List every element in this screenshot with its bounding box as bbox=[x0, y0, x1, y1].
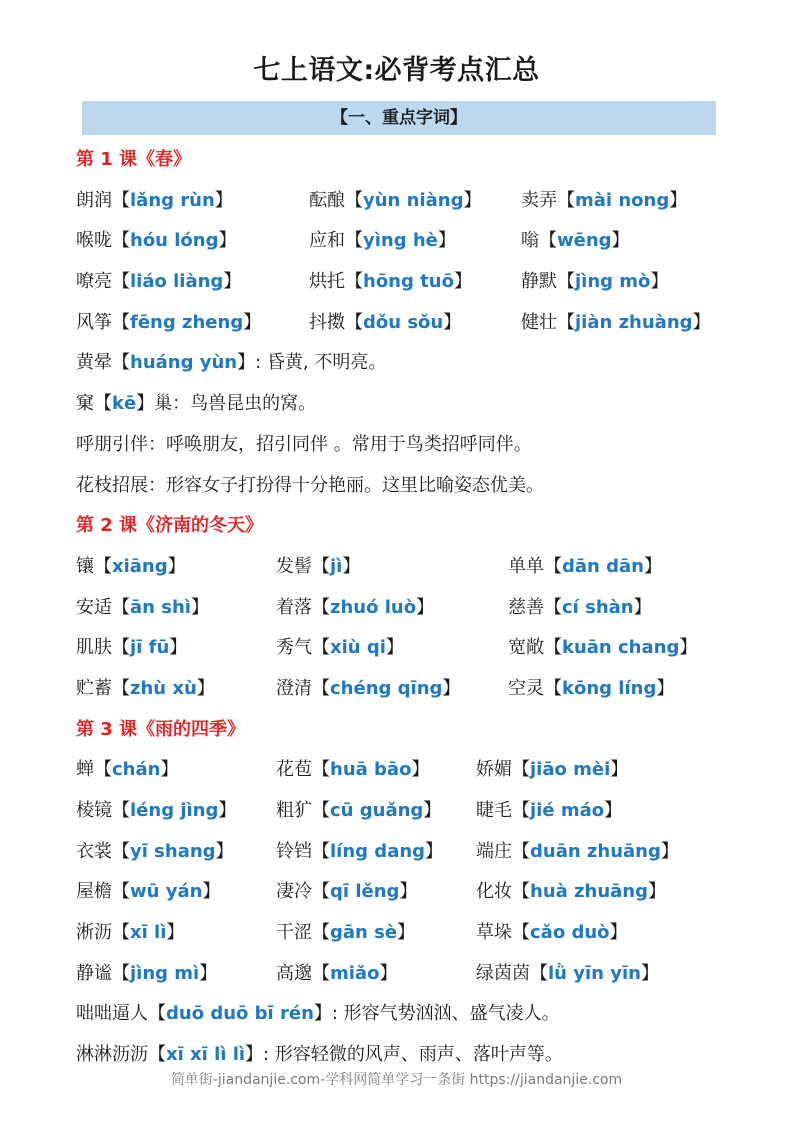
pinyin: kuān chang bbox=[562, 637, 680, 659]
bracket-close: 】 bbox=[243, 311, 262, 333]
vocab-word: 风筝 bbox=[76, 311, 112, 333]
vocab-entry bbox=[521, 266, 668, 298]
vocab-entry bbox=[476, 836, 679, 868]
pinyin: chán bbox=[112, 759, 161, 781]
vocab-row bbox=[76, 958, 756, 999]
bracket-open: 【 bbox=[312, 881, 330, 903]
vocab-word: 静默 bbox=[521, 271, 557, 293]
bracket-open: 【 bbox=[112, 637, 130, 659]
vocab-entry bbox=[476, 795, 622, 827]
pinyin: huā bāo bbox=[330, 759, 412, 781]
pinyin: kōng líng bbox=[562, 677, 657, 699]
bracket-close: 】 bbox=[610, 759, 629, 781]
bracket-open: 【 bbox=[345, 271, 363, 293]
vocab-row bbox=[76, 876, 756, 917]
vocab-word: 干涩 bbox=[276, 922, 312, 944]
bracket-close: 】 bbox=[379, 962, 398, 984]
bracket-close: 】 bbox=[160, 759, 179, 781]
bracket-open: 【 bbox=[544, 637, 562, 659]
vocab-word: 健壮 bbox=[521, 311, 557, 333]
vocab-word: 咄咄逼人 bbox=[76, 1003, 148, 1025]
bracket-open: 【 bbox=[312, 677, 330, 699]
definition-text: 呼朋引伴：呼唤朋友，招引同伴 。常用于鸟类招呼同伴。 bbox=[76, 433, 532, 455]
pinyin: jìng mò bbox=[575, 271, 651, 293]
bracket-close: 】 bbox=[679, 637, 698, 659]
bracket-close: 】 bbox=[218, 230, 237, 252]
vocab-row bbox=[76, 673, 756, 714]
pinyin: yùn niàng bbox=[363, 189, 464, 211]
definition-line bbox=[76, 388, 756, 429]
bracket-close: 】 bbox=[416, 596, 435, 618]
bracket-close: 】 bbox=[397, 922, 416, 944]
pinyin: duān zhuāng bbox=[530, 840, 661, 862]
pinyin: cí shàn bbox=[562, 596, 634, 618]
bracket-open: 【 bbox=[148, 1044, 166, 1066]
vocab-word: 草垛 bbox=[476, 922, 512, 944]
bracket-open: 【 bbox=[512, 881, 530, 903]
pinyin: zhuó luò bbox=[330, 596, 417, 618]
vocab-word: 淅沥 bbox=[76, 922, 112, 944]
lesson-title: 第 2 课《济南的冬天》 bbox=[76, 515, 264, 537]
vocab-word: 肌肤 bbox=[76, 637, 112, 659]
pinyin: jié máo bbox=[530, 800, 605, 821]
bracket-open: 【 bbox=[94, 393, 112, 415]
bracket-open: 【 bbox=[512, 840, 530, 862]
bracket-open: 【 bbox=[512, 922, 530, 944]
pinyin: jìng mì bbox=[130, 962, 200, 984]
vocab-entry bbox=[309, 185, 481, 217]
pinyin: xiāng bbox=[112, 555, 168, 577]
bracket-open: 【 bbox=[512, 800, 530, 821]
vocab-word: 镶 bbox=[76, 555, 94, 577]
pinyin: cū guǎng bbox=[330, 800, 424, 821]
bracket-close: 】 bbox=[425, 840, 444, 862]
vocab-row bbox=[76, 754, 756, 795]
bracket-open: 【 bbox=[112, 189, 130, 211]
vocab-content bbox=[76, 144, 756, 1080]
vocab-entry bbox=[276, 958, 397, 990]
vocab-entry bbox=[309, 266, 472, 298]
bracket-open: 【 bbox=[112, 677, 130, 699]
bracket-close: 】 bbox=[385, 637, 404, 659]
bracket-close: 】 bbox=[609, 922, 628, 944]
pinyin: qī lěng bbox=[330, 881, 400, 903]
bracket-open: 【 bbox=[312, 759, 330, 781]
vocab-word: 静谧 bbox=[76, 962, 112, 984]
vocab-entry bbox=[76, 632, 187, 664]
vocab-word: 宽敞 bbox=[508, 637, 544, 659]
vocab-entry bbox=[76, 551, 186, 583]
vocab-word: 卖弄 bbox=[521, 189, 557, 211]
bracket-close: 】 bbox=[611, 230, 630, 252]
vocab-row bbox=[76, 917, 756, 958]
bracket-close: 】 bbox=[633, 596, 652, 618]
vocab-entry bbox=[76, 754, 178, 786]
vocab-entry bbox=[476, 754, 628, 786]
pinyin: dān dān bbox=[562, 555, 644, 577]
vocab-word: 秀气 bbox=[276, 637, 312, 659]
bracket-close: 】 bbox=[342, 555, 361, 577]
pinyin: hōng tuō bbox=[363, 271, 454, 293]
vocab-row bbox=[76, 185, 756, 226]
pinyin: gān sè bbox=[330, 922, 398, 944]
bracket-open: 【 bbox=[112, 922, 130, 944]
vocab-entry bbox=[508, 551, 662, 583]
vocab-entry bbox=[76, 917, 184, 949]
vocab-word: 烘托 bbox=[309, 271, 345, 293]
vocab-entry bbox=[76, 836, 234, 868]
pinyin: chéng qīng bbox=[330, 677, 443, 699]
vocab-entry bbox=[76, 673, 215, 705]
bracket-open: 【 bbox=[112, 311, 130, 333]
vocab-word: 淋淋沥沥 bbox=[76, 1044, 148, 1066]
bracket-open: 【 bbox=[112, 230, 130, 252]
vocab-entry bbox=[276, 632, 404, 664]
vocab-word: 黄晕 bbox=[76, 352, 112, 374]
lesson-title: 第 3 课《雨的四季》 bbox=[76, 718, 246, 740]
vocab-entry bbox=[508, 592, 652, 624]
pinyin: miǎo bbox=[330, 962, 380, 984]
pinyin: wēng bbox=[557, 230, 612, 252]
bracket-close: 】 bbox=[643, 555, 662, 577]
vocab-entry bbox=[276, 754, 429, 786]
bracket-open: 【 bbox=[544, 555, 562, 577]
bracket-close: 】 bbox=[604, 800, 623, 821]
footer-watermark: 简单街-jiandanjie.com-学科网简单学习一条街 https://jiandanjie.com bbox=[170, 1072, 623, 1088]
pinyin: mài nong bbox=[575, 189, 670, 211]
vocab-word: 喉咙 bbox=[76, 230, 112, 252]
vocab-entry bbox=[76, 592, 209, 624]
definition-line bbox=[76, 470, 756, 511]
bracket-open: 【 bbox=[345, 189, 363, 211]
vocab-entry bbox=[476, 958, 659, 990]
bracket-close: 】 bbox=[650, 271, 669, 293]
bracket-open: 【 bbox=[345, 230, 363, 252]
bracket-close: 】 bbox=[442, 677, 461, 699]
bracket-open: 【 bbox=[312, 962, 330, 984]
definition-text: 巢：鸟兽昆虫的窝。 bbox=[154, 393, 317, 415]
vocab-word: 花苞 bbox=[276, 759, 312, 781]
bracket-open: 【 bbox=[112, 800, 130, 821]
bracket-close: 】 bbox=[199, 962, 218, 984]
vocab-entry bbox=[76, 266, 241, 298]
bracket-close: 】 bbox=[443, 311, 462, 333]
pinyin: yī shang bbox=[130, 840, 216, 862]
vocab-entry bbox=[476, 876, 666, 908]
bracket-open: 【 bbox=[94, 555, 112, 577]
vocab-entry bbox=[276, 917, 415, 949]
bracket-close: 】 bbox=[669, 189, 688, 211]
vocab-word: 安适 bbox=[76, 596, 112, 618]
vocab-row bbox=[76, 836, 756, 877]
vocab-word: 铃铛 bbox=[276, 840, 312, 862]
bracket-close: 】 bbox=[313, 1003, 332, 1025]
pinyin: cǎo duò bbox=[530, 922, 610, 944]
bracket-open: 【 bbox=[112, 596, 130, 618]
vocab-word: 蝉 bbox=[76, 759, 94, 781]
vocab-word: 应和 bbox=[309, 230, 345, 252]
vocab-row bbox=[76, 307, 756, 348]
pinyin: hóu lóng bbox=[130, 230, 219, 252]
vocab-row bbox=[76, 592, 756, 633]
bracket-open: 【 bbox=[312, 637, 330, 659]
pinyin: lǜ yīn yīn bbox=[548, 962, 641, 984]
bracket-open: 【 bbox=[345, 311, 363, 333]
bracket-close: 】 bbox=[423, 800, 442, 821]
pinyin: jì bbox=[330, 555, 343, 577]
vocab-word: 绿茵茵 bbox=[476, 962, 530, 984]
bracket-close: 】 bbox=[640, 962, 659, 984]
bracket-close: 】 bbox=[190, 596, 209, 618]
section-header: 【一、重点字词】 bbox=[82, 101, 716, 135]
bracket-open: 【 bbox=[312, 922, 330, 944]
vocab-entry bbox=[309, 225, 456, 257]
vocab-word: 澄清 bbox=[276, 677, 312, 699]
bracket-open: 【 bbox=[557, 311, 575, 333]
pinyin: líng dang bbox=[330, 840, 426, 862]
pinyin: duō duō bī rén bbox=[166, 1003, 314, 1025]
vocab-entry bbox=[521, 225, 630, 257]
bracket-open: 【 bbox=[312, 800, 330, 821]
definition-text: 花枝招展：形容女子打扮得十分艳丽。这里比喻姿态优美。 bbox=[76, 474, 544, 496]
bracket-close: 】 bbox=[245, 1044, 264, 1066]
bracket-open: 【 bbox=[557, 271, 575, 293]
bracket-close: 】 bbox=[215, 840, 234, 862]
vocab-word: 贮蓄 bbox=[76, 677, 112, 699]
vocab-word: 单单 bbox=[508, 555, 544, 577]
bracket-close: 】 bbox=[166, 922, 185, 944]
bracket-close: 】 bbox=[463, 189, 482, 211]
pinyin: léng jìng bbox=[130, 800, 219, 821]
bracket-close: 】 bbox=[167, 555, 186, 577]
bracket-open: 【 bbox=[112, 840, 130, 862]
bracket-open: 【 bbox=[94, 759, 112, 781]
vocab-word: 发髻 bbox=[276, 555, 312, 577]
vocab-entry bbox=[276, 673, 460, 705]
vocab-entry bbox=[76, 185, 233, 217]
vocab-entry bbox=[76, 876, 220, 908]
bracket-close: 】 bbox=[223, 271, 242, 293]
vocab-entry bbox=[276, 551, 360, 583]
bracket-close: 】 bbox=[202, 881, 221, 903]
vocab-entry bbox=[76, 958, 217, 990]
pinyin: xī lì bbox=[130, 922, 167, 944]
vocab-word: 朗润 bbox=[76, 189, 112, 211]
definition-line bbox=[76, 347, 756, 388]
bracket-close: 】 bbox=[660, 840, 679, 862]
vocab-word: 屋檐 bbox=[76, 881, 112, 903]
definition-line bbox=[76, 429, 756, 470]
vocab-word: 着落 bbox=[276, 596, 312, 618]
vocab-word: 酝酿 bbox=[309, 189, 345, 211]
vocab-entry bbox=[521, 185, 687, 217]
lesson-title: 第 1 课《春》 bbox=[76, 149, 192, 170]
pinyin: fēng zheng bbox=[130, 311, 244, 333]
pinyin: xī xī lì lì bbox=[166, 1044, 246, 1066]
vocab-entry bbox=[309, 307, 461, 339]
pinyin: jiāo mèi bbox=[530, 759, 611, 781]
pinyin: jiàn zhuàng bbox=[575, 311, 693, 333]
bracket-close: 】 bbox=[218, 800, 237, 821]
bracket-close: 】 bbox=[692, 311, 711, 333]
pinyin: xiù qi bbox=[330, 637, 386, 659]
vocab-word: 棱镜 bbox=[76, 800, 112, 821]
bracket-open: 【 bbox=[312, 596, 330, 618]
vocab-word: 空灵 bbox=[508, 677, 544, 699]
vocab-entry bbox=[276, 795, 441, 827]
bracket-close: 】 bbox=[237, 352, 256, 374]
vocab-row bbox=[76, 266, 756, 307]
vocab-word: 睫毛 bbox=[476, 800, 512, 821]
vocab-entry bbox=[521, 307, 711, 339]
vocab-row bbox=[76, 632, 756, 673]
pinyin: yìng hè bbox=[363, 230, 438, 252]
definition-text: : 形容轻微的风声、雨声、落叶声等。 bbox=[263, 1044, 563, 1066]
vocab-word: 端庄 bbox=[476, 840, 512, 862]
vocab-row bbox=[76, 551, 756, 592]
bracket-open: 【 bbox=[544, 596, 562, 618]
bracket-close: 】 bbox=[411, 759, 430, 781]
vocab-entry bbox=[276, 592, 434, 624]
page-title: 七上语文:必背考点汇总 bbox=[253, 55, 540, 86]
vocab-entry bbox=[76, 225, 237, 257]
bracket-open: 【 bbox=[544, 677, 562, 699]
vocab-row bbox=[76, 795, 756, 836]
vocab-word: 凄冷 bbox=[276, 881, 312, 903]
bracket-open: 【 bbox=[112, 881, 130, 903]
vocab-entry bbox=[476, 917, 628, 949]
vocab-word: 抖擞 bbox=[309, 311, 345, 333]
bracket-close: 】 bbox=[437, 230, 456, 252]
bracket-open: 【 bbox=[530, 962, 548, 984]
bracket-close: 】 bbox=[196, 677, 215, 699]
pinyin: ān shì bbox=[130, 596, 191, 618]
bracket-close: 】 bbox=[136, 393, 155, 415]
pinyin: zhù xù bbox=[130, 677, 197, 699]
bracket-open: 【 bbox=[148, 1003, 166, 1025]
bracket-open: 【 bbox=[112, 271, 130, 293]
vocab-word: 嗡 bbox=[521, 230, 539, 252]
bracket-close: 】 bbox=[648, 881, 666, 903]
vocab-entry bbox=[76, 795, 236, 827]
vocab-word: 窠 bbox=[76, 393, 94, 415]
vocab-row bbox=[76, 225, 756, 266]
pinyin: liáo liàng bbox=[130, 271, 224, 293]
definition-text: : 昏黄, 不明亮。 bbox=[255, 352, 387, 374]
pinyin: lǎng rùn bbox=[130, 189, 215, 211]
pinyin: huà zhuāng bbox=[530, 881, 648, 903]
vocab-word: 衣裳 bbox=[76, 840, 112, 862]
vocab-word: 粗犷 bbox=[276, 800, 312, 821]
vocab-word: 化妆 bbox=[476, 881, 512, 903]
vocab-entry bbox=[508, 673, 674, 705]
bracket-open: 【 bbox=[312, 555, 330, 577]
vocab-entry bbox=[276, 876, 417, 908]
bracket-close: 】 bbox=[214, 189, 233, 211]
pinyin: wū yán bbox=[130, 881, 203, 903]
bracket-open: 【 bbox=[112, 962, 130, 984]
vocab-entry bbox=[76, 307, 261, 339]
vocab-word: 娇媚 bbox=[476, 759, 512, 781]
vocab-entry bbox=[508, 632, 697, 664]
pinyin: jī fū bbox=[130, 637, 170, 659]
pinyin: huáng yùn bbox=[130, 352, 238, 374]
pinyin: dǒu sǒu bbox=[363, 311, 444, 333]
bracket-open: 【 bbox=[112, 352, 130, 374]
bracket-open: 【 bbox=[557, 189, 575, 211]
bracket-open: 【 bbox=[312, 840, 330, 862]
vocab-word: 慈善 bbox=[508, 596, 544, 618]
bracket-close: 】 bbox=[453, 271, 472, 293]
definition-line bbox=[76, 998, 756, 1039]
vocab-word: 高邈 bbox=[276, 962, 312, 984]
bracket-open: 【 bbox=[539, 230, 557, 252]
bracket-close: 】 bbox=[656, 677, 675, 699]
bracket-close: 】 bbox=[169, 637, 188, 659]
bracket-close: 】 bbox=[399, 881, 418, 903]
pinyin: kē bbox=[112, 393, 137, 415]
vocab-word: 嘹亮 bbox=[76, 271, 112, 293]
definition-text: : 形容气势汹汹、盛气凌人。 bbox=[331, 1003, 560, 1025]
bracket-open: 【 bbox=[512, 759, 530, 781]
vocab-entry bbox=[276, 836, 443, 868]
